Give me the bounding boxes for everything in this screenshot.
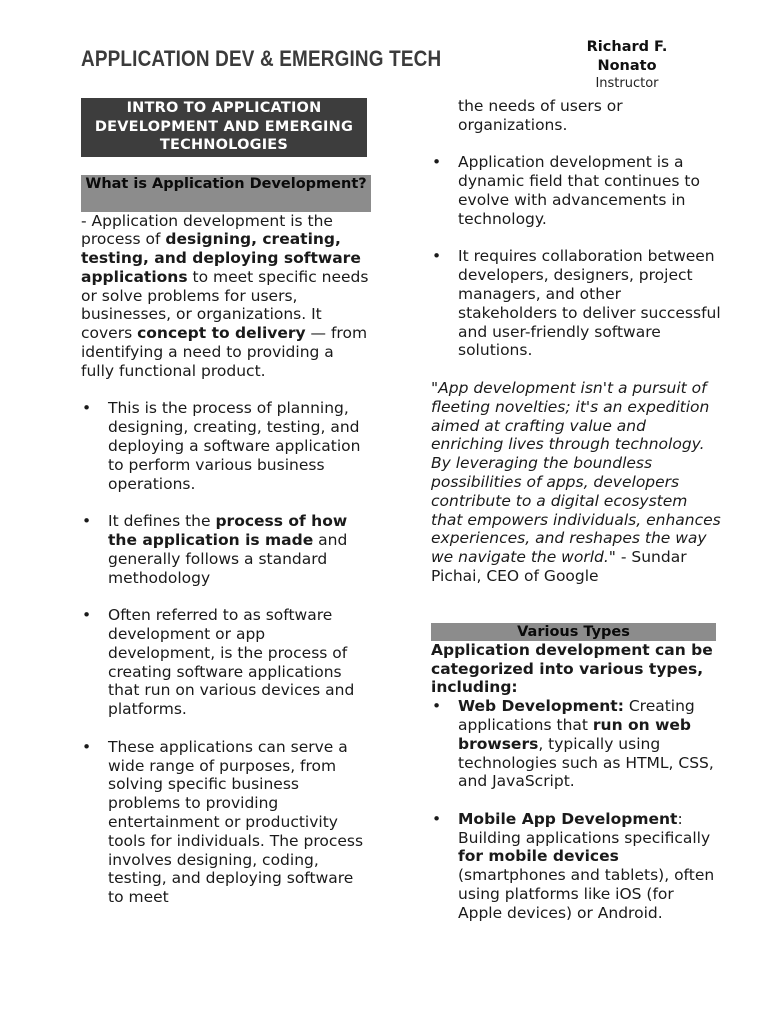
list-item: • Mobile App Development: Building applications specifically for mobile devices (smartphones and tablets), often using platforms like iOS (for Apple devices) or Android. bbox=[432, 809, 715, 922]
author-name: Richard F. Nonato bbox=[586, 39, 668, 74]
list-item: • It defines the process of how the application is made and generally follows a standard methodology bbox=[82, 512, 348, 587]
bullet-icon: • bbox=[432, 153, 442, 172]
section-heading-what-is: What is Application Development? bbox=[81, 175, 371, 212]
quote-block bbox=[431, 379, 721, 586]
bullet-icon: • bbox=[82, 512, 92, 531]
list-item: • This is the process of planning, designing, creating, testing, and deploying a software application to perform various business operations. bbox=[82, 399, 361, 493]
bullet-icon: • bbox=[82, 737, 92, 756]
section-heading-various-types: Various Types bbox=[431, 623, 716, 641]
left-column bbox=[81, 98, 371, 907]
bullet-icon: • bbox=[432, 697, 442, 716]
document-title: APPLICATION DEV & EMERGING TECH bbox=[81, 46, 442, 71]
bullet-icon: • bbox=[432, 247, 442, 266]
definition-paragraph: - Application development is the process of designing, creating, testing, and deploying software applications to meet specific needs or solve problems for users, businesses, or organizations. It covers concept to delivery — from identifying a need to providing a fully functional product. bbox=[81, 211, 369, 380]
author-role: Instructor bbox=[595, 76, 659, 91]
author-block bbox=[560, 38, 694, 92]
bullet-icon: • bbox=[432, 809, 442, 828]
list-item: • Web Development: Creating applications that run on web browsers, typically using technologies such as HTML, CSS, and JavaScript. bbox=[432, 697, 714, 791]
list-item: • Application development is a dynamic field that continues to evolve with advancements in technology. bbox=[432, 153, 700, 228]
quote-text: "App development isn't a pursuit of fleeting novelties; it's an expedition aimed at crafting value and enriching lives through technology. By leveraging the boundless possibilities of apps, developers contribute to a digital ecosystem that empowers individuals, enhances experiences, and reshapes the way we navigate the world." bbox=[431, 378, 721, 567]
list-item: • It requires collaboration between developers, designers, project managers, and other stakeholders to deliver successful and user-friendly software solutions. bbox=[432, 247, 721, 360]
bullet-icon: • bbox=[82, 399, 92, 418]
quote-attribution: - Sundar Pichai, CEO of Google bbox=[431, 548, 687, 585]
list-item: • These applications can serve a wide range of purposes, from solving specific business problems to providing entertainment or productivity tools for individuals. The process involves designing, coding, testing, and deploying software to meet bbox=[82, 737, 364, 907]
types-intro: Application development can be categorized into various types, including: bbox=[431, 640, 713, 697]
intro-heading-box: INTRO TO APPLICATION DEVELOPMENT AND EMERGING TECHNOLOGIES bbox=[81, 98, 367, 157]
continued-text: the needs of users or organizations. bbox=[458, 97, 623, 134]
right-column bbox=[431, 97, 721, 923]
bullet-icon: • bbox=[82, 606, 92, 625]
list-item: • Often referred to as software development or app development, is the process of creating software applications that run on various devices and platforms. bbox=[82, 606, 355, 719]
